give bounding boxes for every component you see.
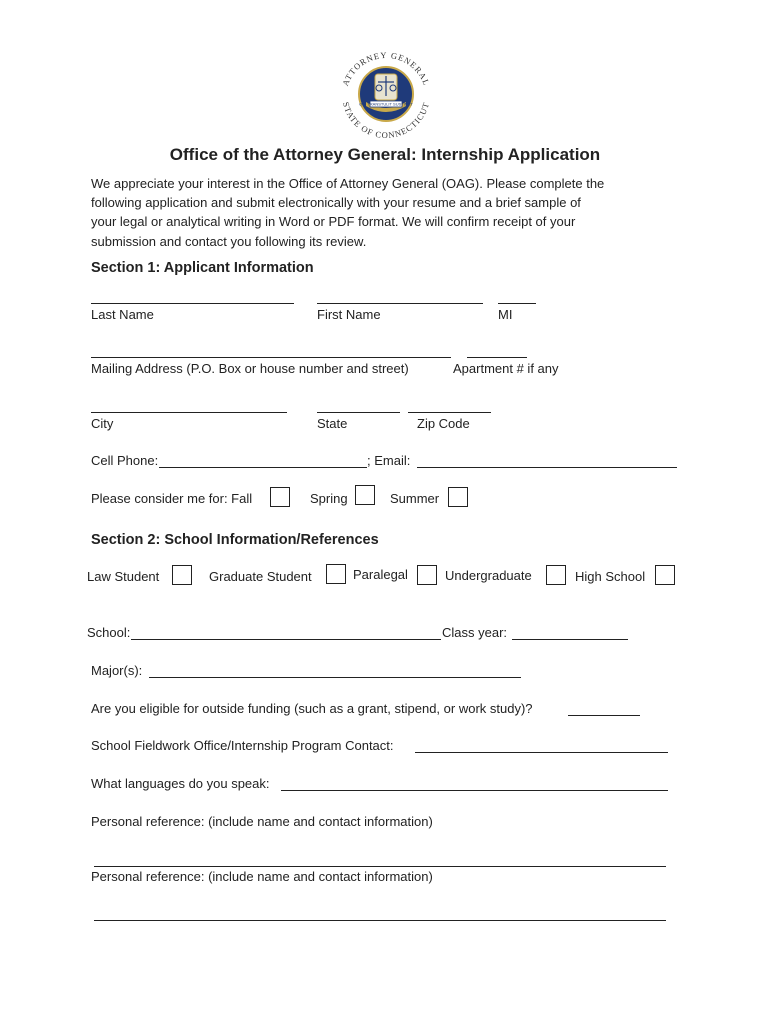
email-label: ; Email:	[367, 453, 411, 468]
city-label: City	[91, 416, 114, 431]
majors-field[interactable]	[149, 677, 521, 678]
first-name-label: First Name	[317, 307, 381, 322]
mi-field[interactable]	[498, 303, 536, 304]
languages-field[interactable]	[281, 790, 668, 791]
reference1-label: Personal reference: (include name and contact information)	[91, 814, 433, 829]
seal-top-text: ATTORNEY GENERAL	[340, 49, 432, 88]
intro-line: We appreciate your interest in the Office of Attorney General (OAG). Please complete the	[91, 176, 605, 191]
fall-checkbox[interactable]	[270, 487, 290, 507]
summer-checkbox[interactable]	[448, 487, 468, 507]
high-school-checkbox[interactable]	[655, 565, 675, 585]
graduate-student-label: Graduate Student	[209, 569, 312, 584]
mailing-address-field[interactable]	[91, 357, 451, 358]
first-name-field[interactable]	[317, 303, 483, 304]
intro-line: your legal or analytical writing in Word or PDF format. We will confirm receipt of your	[91, 214, 576, 230]
paralegal-label: Paralegal	[353, 567, 408, 582]
reference2-field[interactable]	[94, 920, 666, 921]
seal-banner-text: QUI TRANSTULIT SUSTINET	[359, 101, 413, 107]
undergraduate-checkbox[interactable]	[546, 565, 566, 585]
high-school-label: High School	[575, 569, 646, 584]
cell-phone-field[interactable]	[159, 467, 367, 468]
class-year-label: Class year:	[442, 625, 508, 640]
mi-label: MI	[498, 307, 513, 322]
majors-label: Major(s):	[91, 663, 143, 678]
law-student-label: Law Student	[87, 569, 160, 584]
paralegal-checkbox[interactable]	[417, 565, 437, 585]
summer-label: Summer	[390, 491, 440, 506]
reference2-label: Personal reference: (include name and contact information)	[91, 869, 433, 884]
zip-code-label: Zip Code	[417, 416, 470, 431]
fieldwork-contact-label: School Fieldwork Office/Internship Program Contact:	[91, 738, 394, 753]
funding-question: Are you eligible for outside funding (such as a grant, stipend, or work study)?	[91, 701, 533, 716]
apartment-field[interactable]	[467, 357, 527, 358]
section1-heading: Section 1: Applicant Information	[91, 260, 314, 276]
school-field[interactable]	[131, 639, 441, 640]
state-field[interactable]	[317, 412, 400, 413]
undergraduate-label: Undergraduate	[445, 568, 532, 583]
page-title: Office of the Attorney General: Internship Application	[169, 145, 601, 164]
cell-phone-label: Cell Phone:	[91, 453, 159, 468]
attorney-general-seal	[328, 44, 444, 144]
apartment-label: Apartment # if any	[453, 361, 559, 376]
graduate-student-checkbox[interactable]	[326, 564, 346, 584]
intro-line: submission and contact you following its review.	[91, 233, 367, 249]
consider-label: Please consider me for: Fall	[91, 491, 253, 506]
zip-code-field[interactable]	[408, 412, 491, 413]
intro-line: following application and submit electronically with your resume and a brief sample of	[91, 195, 581, 211]
email-field[interactable]	[417, 467, 677, 468]
state-label: State	[317, 416, 348, 431]
last-name-label: Last Name	[91, 307, 154, 322]
spring-checkbox[interactable]	[355, 485, 375, 505]
languages-label: What languages do you speak:	[91, 776, 270, 791]
funding-field[interactable]	[568, 715, 640, 716]
seal-icon	[328, 44, 444, 144]
last-name-field[interactable]	[91, 303, 294, 304]
section2-heading: Section 2: School Information/References	[91, 532, 379, 548]
spring-label: Spring	[310, 491, 348, 506]
mailing-address-label: Mailing Address (P.O. Box or house number and street)	[91, 361, 409, 376]
seal-bottom-text: STATE OF CONNECTICUT	[340, 100, 432, 141]
intro-paragraph	[91, 174, 651, 251]
class-year-field[interactable]	[512, 639, 628, 640]
reference1-field[interactable]	[94, 866, 666, 867]
city-field[interactable]	[91, 412, 287, 413]
fieldwork-contact-field[interactable]	[415, 752, 668, 753]
law-student-checkbox[interactable]	[172, 565, 192, 585]
school-label: School:	[87, 625, 131, 640]
